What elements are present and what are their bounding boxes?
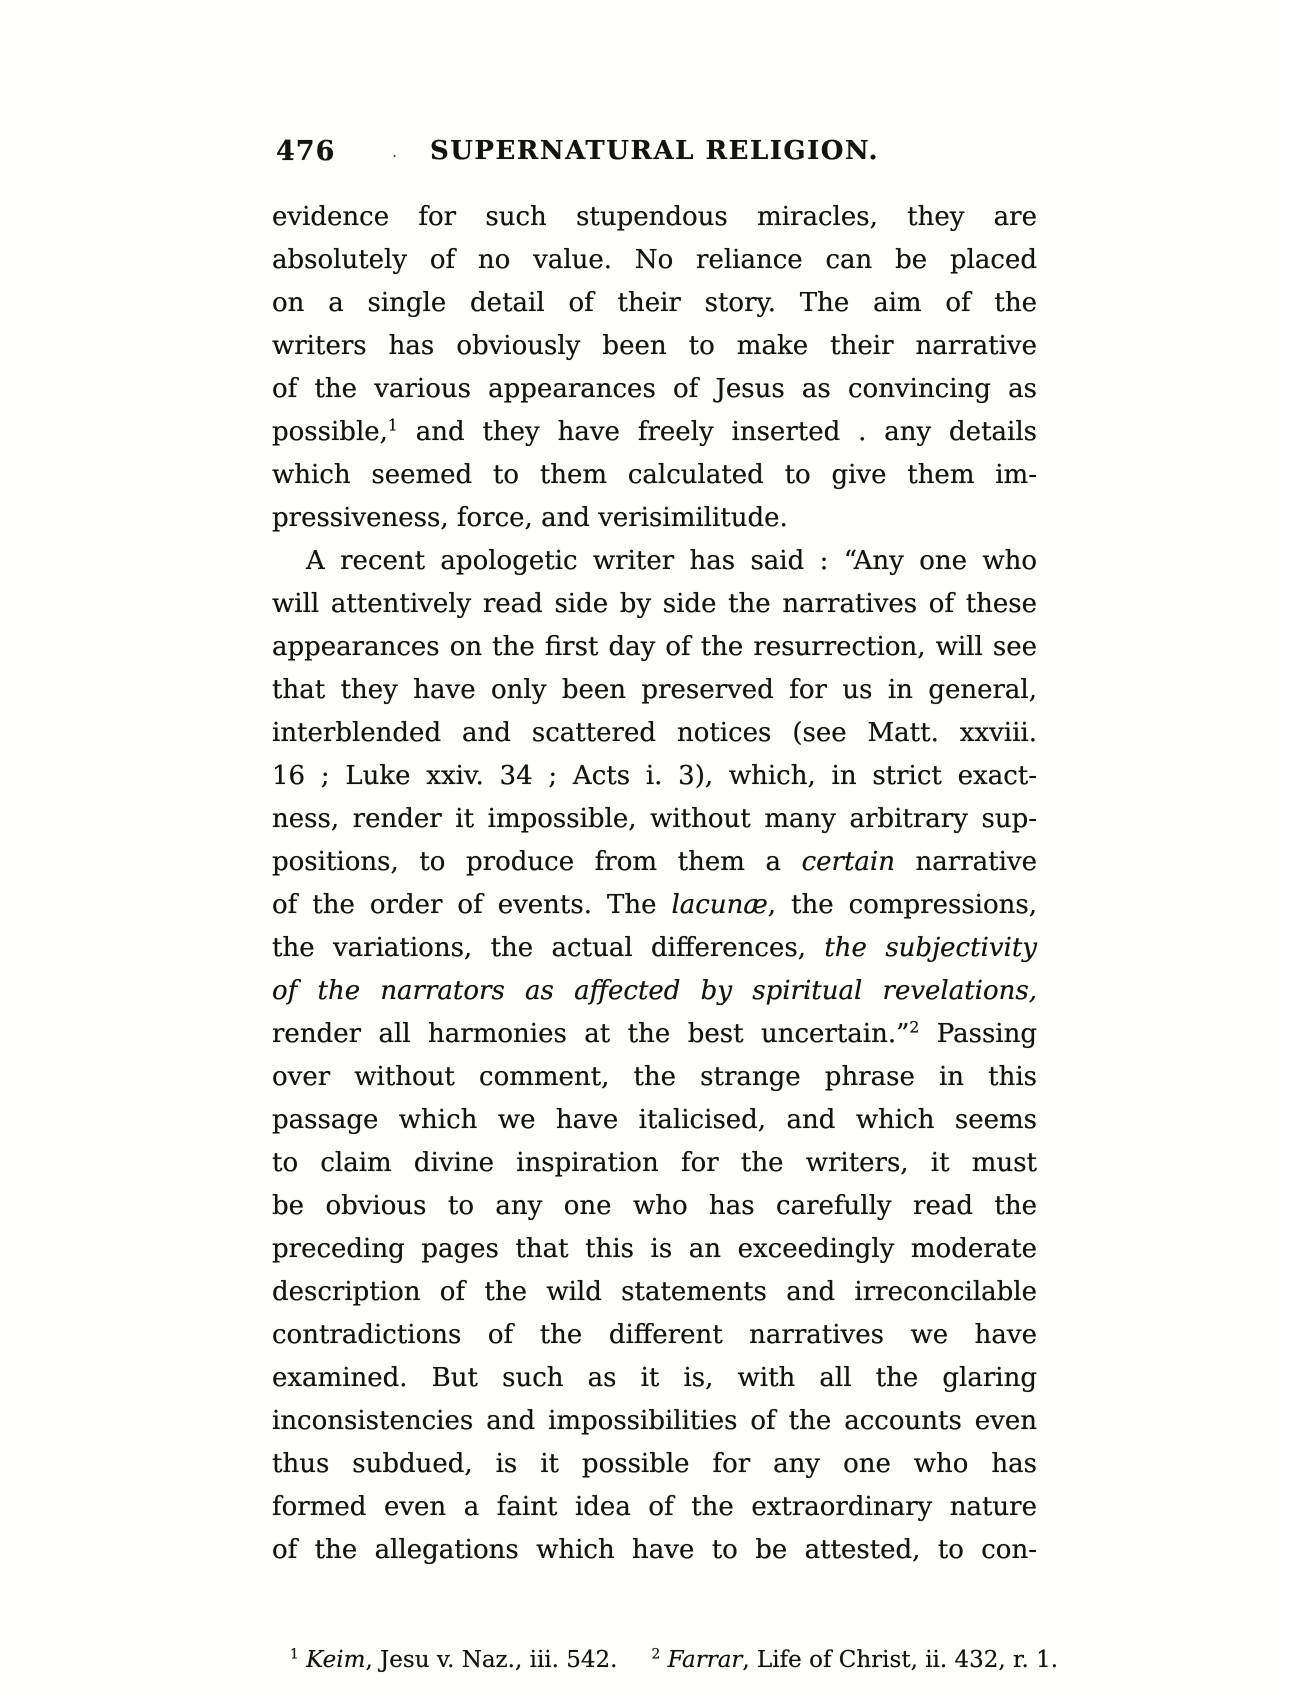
text-segment: appearances on the first day of the resurrection, will see [272, 632, 1037, 662]
text-segment: that they have only been preserved for us in general, [272, 675, 1037, 705]
text-segment: ness, render it impossible, without many arbitrary sup- [272, 804, 1037, 834]
text-segment: which seemed to them calculated to give them im- [272, 460, 1037, 490]
text-line [272, 196, 1037, 239]
text-line [272, 1013, 1037, 1056]
text-line [272, 1228, 1037, 1271]
text-segment: over without comment, the strange phrase in this [272, 1062, 1037, 1092]
text-segment: of the order of events. The [272, 890, 672, 920]
text-segment: of the various appearances of Jesus as convincing as [272, 374, 1037, 404]
text-line [272, 282, 1037, 325]
text-segment: , Jesu v. Naz., iii. 542. [365, 1647, 618, 1673]
text-segment: preceding pages that this is an exceedingly moderate [272, 1234, 1037, 1264]
footnote-item [290, 1647, 618, 1673]
text-segment: will attentively read side by side the narratives of these [272, 589, 1037, 619]
text-segment: on a single detail of their story. The aim of the [272, 288, 1037, 318]
text-line [272, 1185, 1037, 1228]
text-segment: of the narrators as affected by spiritual revelations, [272, 976, 1037, 1006]
text-segment: narrative [894, 847, 1037, 877]
body-text [272, 196, 1037, 1572]
footnote-reference-mark: 1 [387, 416, 398, 435]
text-line [272, 755, 1037, 798]
text-line [272, 583, 1037, 626]
text-segment: 16 ; Luke xxiv. 34 ; Acts i. 3), which, in strict exact- [272, 761, 1037, 791]
text-line [272, 927, 1037, 970]
text-segment: to claim divine inspiration for the writers, it must [272, 1148, 1037, 1178]
text-segment: Keim [306, 1647, 366, 1673]
text-segment: examined. But such as it is, with all the glaring [272, 1363, 1037, 1393]
text-segment: lacunæ [671, 890, 768, 920]
text-segment: possible, [272, 417, 388, 447]
text-line [272, 411, 1037, 454]
text-segment: A recent apologetic writer has said : “Any one who [306, 546, 1037, 576]
body-lines [272, 196, 1037, 1572]
text-segment: the subjectivity [824, 933, 1037, 963]
text-segment: contradictions of the different narratives we have [272, 1320, 1037, 1350]
running-title: SUPERNATURAL RELIGION. [429, 136, 880, 166]
footnote-item [652, 1647, 1059, 1673]
header-separator-dot: . [392, 142, 398, 161]
text-line [272, 454, 1037, 497]
text-line [272, 1056, 1037, 1099]
text-segment: be obvious to any one who has carefully read the [272, 1191, 1037, 1221]
text-line [272, 540, 1037, 583]
text-line [272, 1443, 1037, 1486]
text-segment: inconsistencies and impossibilities of the accounts even [272, 1406, 1037, 1436]
text-line [272, 841, 1037, 884]
text-segment: writers has obviously been to make their narrative [272, 331, 1037, 361]
text-segment: and they have freely inserted . any details [397, 417, 1037, 447]
text-segment: pressiveness, force, and verisimilitude. [272, 503, 788, 533]
text-segment: of the allegations which have to be attested, to con- [272, 1535, 1037, 1565]
text-line [272, 1271, 1037, 1314]
text-line [272, 1314, 1037, 1357]
text-line [272, 1529, 1037, 1572]
text-line [272, 1400, 1037, 1443]
footnote-marker: 2 [651, 1646, 661, 1663]
text-line [272, 884, 1037, 927]
text-segment: certain [801, 847, 895, 877]
text-line [272, 239, 1037, 282]
text-segment: render all harmonies at the best uncertain.” [272, 1019, 910, 1049]
text-segment: interblended and scattered notices (see Matt. xxviii. [272, 718, 1037, 748]
text-line [272, 325, 1037, 368]
text-segment: Passing [919, 1019, 1038, 1049]
text-line [272, 497, 1037, 540]
text-segment: formed even a faint idea of the extraordinary nature [272, 1492, 1037, 1522]
text-line [272, 368, 1037, 411]
text-segment: evidence for such stupendous miracles, they are [272, 202, 1037, 232]
text-segment: Farrar [667, 1647, 743, 1673]
text-segment: positions, to produce from them a [272, 847, 802, 877]
text-line [272, 712, 1037, 755]
text-segment: description of the wild statements and irreconcilable [272, 1277, 1037, 1307]
text-line [272, 626, 1037, 669]
text-line [272, 970, 1037, 1013]
text-segment: passage which we have italicised, and which seems [272, 1105, 1037, 1135]
text-segment: , Life of Christ, ii. 432, r. 1. [742, 1647, 1059, 1673]
text-segment: , the compressions, [767, 890, 1037, 920]
text-segment: the variations, the actual differences, [272, 933, 825, 963]
text-line [272, 1142, 1037, 1185]
text-segment: absolutely of no value. No reliance can be placed [272, 245, 1037, 275]
text-line [272, 798, 1037, 841]
footnote-marker: 1 [290, 1646, 299, 1663]
page-header [272, 136, 1037, 176]
text-line [272, 1357, 1037, 1400]
footnotes-line [290, 1644, 1059, 1676]
footnote-reference-mark: 2 [909, 1018, 920, 1037]
text-line [272, 1099, 1037, 1142]
text-line [272, 1486, 1037, 1529]
text-line [272, 669, 1037, 712]
page-number: 476 [276, 136, 336, 167]
text-segment: thus subdued, is it possible for any one who has [272, 1449, 1037, 1479]
